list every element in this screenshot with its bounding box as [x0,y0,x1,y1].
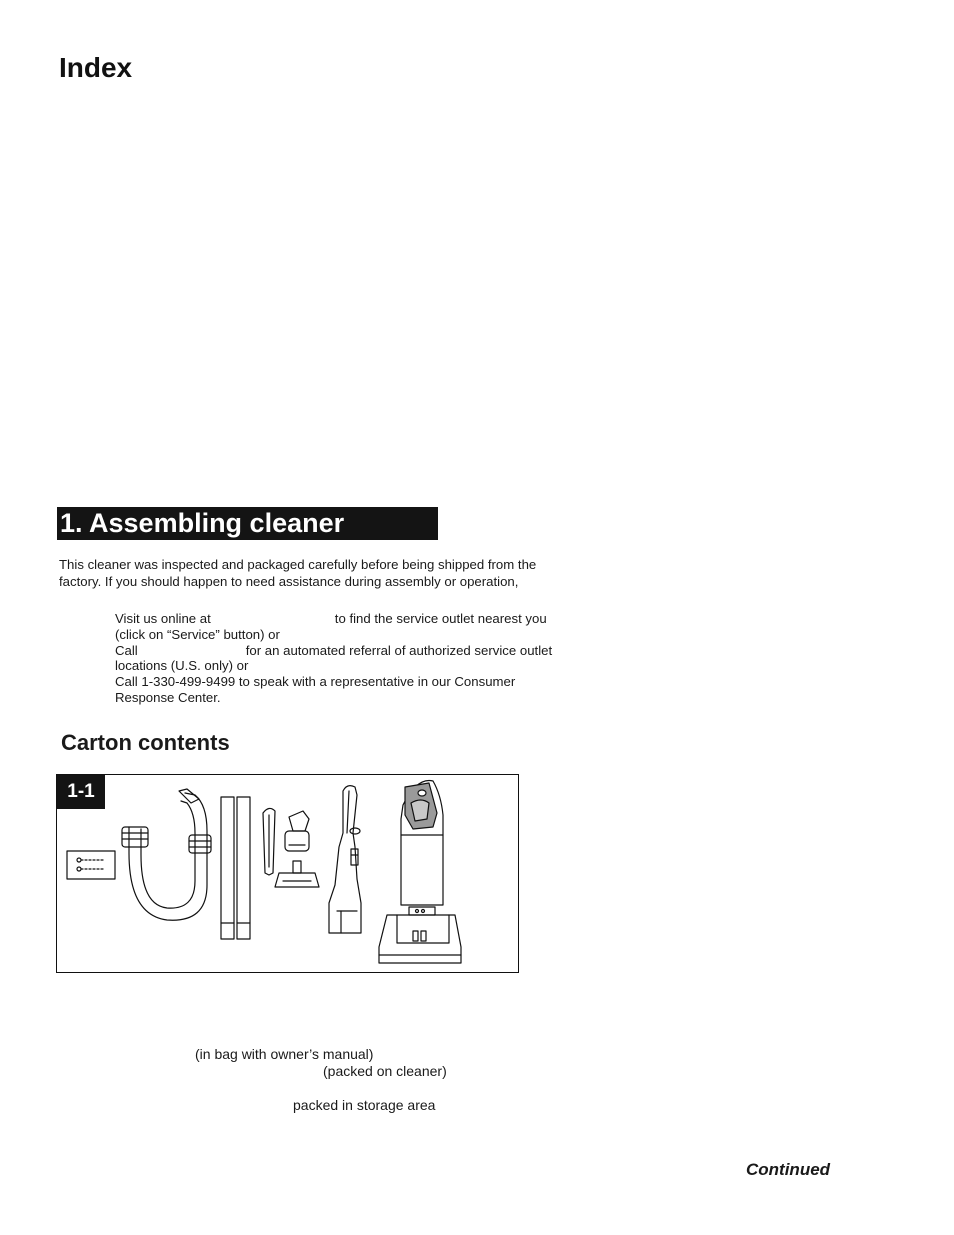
list-item-text-after: to find the service outlet nearest you (click on “Service” button) or [115,611,547,642]
subheading-carton-contents: Carton contents [61,730,230,755]
page-title: Index [59,52,133,83]
extension-wands-icon [221,797,250,939]
note-packed-on-cleaner: (packed on cleaner) [323,1063,447,1079]
carton-contents-illustration [57,775,520,974]
dusting-brush-icon [285,811,309,851]
list-item-text-before: Visit us online at [115,611,211,626]
intro-paragraph: This cleaner was inspected and packaged carefully before being shipped from the factory. If you should happen to need assistance during assembly or operation, [59,557,537,589]
list-item [115,611,555,643]
note-in-bag: (in bag with owner’s manual) [195,1046,374,1062]
list-item-text-before: Call [115,642,138,658]
list-item [115,674,555,706]
list-item [115,643,555,675]
figure-carton-contents [56,774,519,973]
hose-icon [122,789,211,920]
handle-icon [329,786,361,933]
continued-label: Continued [746,1160,831,1179]
figure-label: 1-1 [57,775,105,809]
screws-card-icon [67,851,115,879]
section-heading-assembling-cleaner: 1. Assembling cleaner [57,507,438,540]
list-item-text-after: for an automated referral of authorized service outlet locations (U.S. only) or [115,642,553,674]
crevice-tool-icon [263,808,275,875]
upholstery-tool-icon [275,861,319,887]
cleaner-body-icon [379,781,461,964]
note-packed-in-storage: packed in storage area [293,1097,436,1113]
list-item-text: Call 1-330-499-9499 to speak with a representative in our Consumer Response Center. [115,674,516,705]
assistance-list [115,611,555,706]
